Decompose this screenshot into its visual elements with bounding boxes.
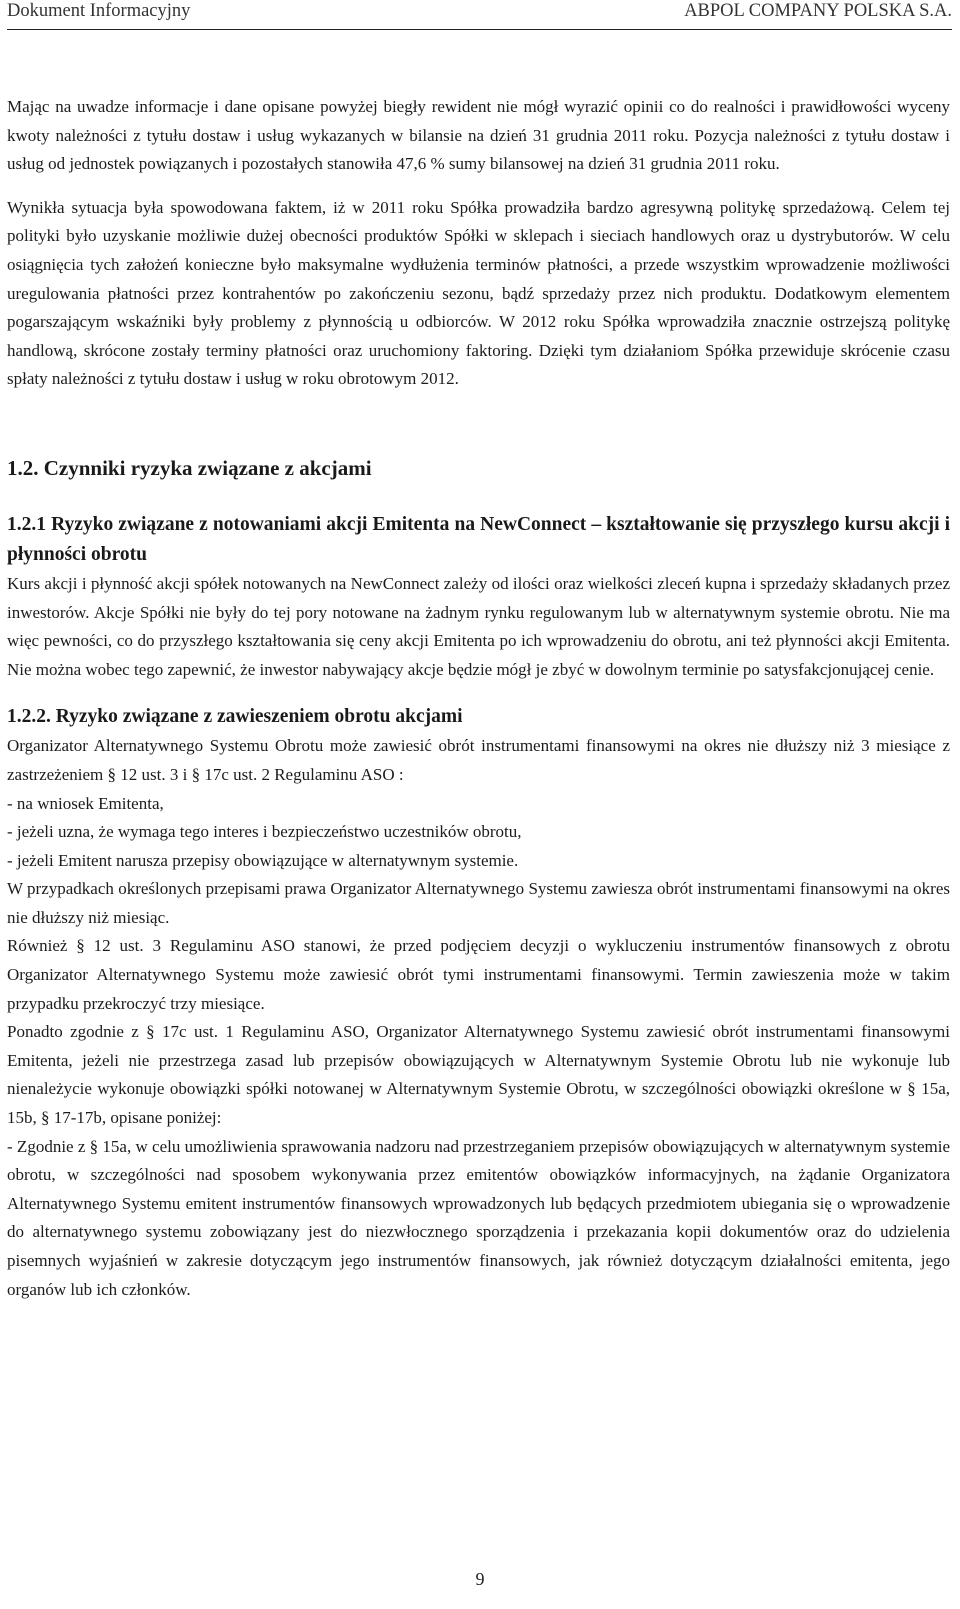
header-document-title: Dokument Informacyjny <box>7 1 191 21</box>
page-number: 9 <box>475 1569 485 1589</box>
header-company-name: ABPOL COMPANY POLSKA S.A. <box>684 1 952 21</box>
paragraph-sales-policy: Wynikła sytuacja była spowodowana faktem, iż w 2011 roku Spółka prowadziła bardzo agresywną politykę sprzedażową. Celem tej polityki było uzyskanie możliwie dużej obecności produktów Spółki w sklepach i sieciach handlowych oraz u dystrybutorów. W celu osiągnięcia tych założeń konieczne było maksymalne wydłużenia terminów płatności, a przede wszystkim wprowadzenie możliwości uregulowania płatności przez kontrahentów po zakończeniu sezonu, bądź sprzedaży przez nich produktu. Dodatkowym elementem pogarszającym wskaźniki były problemy z płynnością u odbiorców. W 2012 roku Spółka wprowadziła znacznie ostrzejszą politykę handlową, skrócone zostały terminy płatności oraz uruchomiony faktoring. Dzięki tym działaniom Spółka przewiduje skrócenie czasu spłaty należności z tytułu dostaw i usług w roku obrotowym 2012. <box>7 197 950 389</box>
paragraph-opinion: Mając na uwadze informacje i dane opisane powyżej biegły rewident nie mógł wyrazić opinii co do realności i prawidłowości wyceny kwoty należności z tytułu dostaw i usług wykazanych w bilansie na dzień 31 grudnia 2011 roku. Pozycja należności z tytułu dostaw i usług od jednostek powiązanych i pozostałych stanowiła 47,6 % sumy bilansowej na dzień 31 grudnia 2011 roku. <box>7 97 950 174</box>
paragraph-quotation-risk: Kurs akcji i płynność akcji spółek notowanych na NewConnect zależy od ilości oraz wielkości zleceń kupna i sprzedaży składanych przez inwestorów. Akcje Spółki nie były do tej pory notowane na żadnym rynku regulowanym lub w alternatywnym systemie obrotu. Nie ma więc pewności, co do przyszłego kształtowania się ceny akcji Emitenta po ich wprowadzeniu do obrotu, ani też płynności akcji Emitenta. Nie można wobec tego zapewnić, że inwestor nabywający akcje będzie mógł je zbyć w dowolnym terminie po satysfakcjonującej cenie. <box>7 573 950 679</box>
page-header <box>7 0 952 30</box>
subsection-heading-quotation-risk: 1.2.1 Ryzyko związane z notowaniami akcji Emitenta na NewConnect – kształtowanie się przyszłego kursu akcji i płynności obrotu <box>7 513 950 565</box>
paragraph-regulation-15a: - Zgodnie z § 15a, w celu umożliwienia sprawowania nadzoru nad przestrzeganiem przepisów obowiązujących w alternatywnym systemie obrotu, w szczególności nad sposobem wykonywania przez emitentów obowiązków informacyjnych, na żądanie Organizatora Alternatywnego Systemu emitent instrumentów finansowych wprowadzonych lub będących przedmiotem ubiegania się o wprowadzenie do alternatywnego systemu zobowiązany jest do niezwłocznego sporządzenia i przekazania kopii dokumentów oraz do udzielenia pisemnych wyjaśnień w zakresie dotyczącym jego instrumentów finansowych, jak również dotyczącym działalności emitenta, jego organów lub ich członków. <box>7 1136 950 1299</box>
list-item-suspension-reason: - na wniosek Emitenta, <box>7 793 164 813</box>
paragraph-regulation-17c: Ponadto zgodnie z § 17c ust. 1 Regulaminu ASO, Organizator Alternatywnego Systemu zawiesić obrót instrumentami finansowymi Emitenta, jeżeli nie przestrzega zasad lub przepisów obowiązujących w Alternatywnym Systemie Obrotu lub nie wykonuje lub nienależycie wykonuje obowiązki spółki notowanej w Alternatywnym Systemie Obrotu, w szczególności obowiązki określone w § 15a, 15b, § 17-17b, opisane poniżej: <box>7 1022 950 1128</box>
paragraph-suspension-intro: Organizator Alternatywnego Systemu Obrotu może zawiesić obrót instrumentami finansowymi na okres nie dłuższy niż 3 miesiące z zastrzeżeniem § 12 ust. 3 i § 17c ust. 2 Regulaminu ASO : <box>7 736 950 784</box>
subsection-heading-suspension-risk: 1.2.2. Ryzyko związane z zawieszeniem obrotu akcjami <box>7 706 463 728</box>
list-item-suspension-reason: - jeżeli Emitent narusza przepisy obowiązujące w alternatywnym systemie. <box>7 850 519 870</box>
section-heading: 1.2. Czynniki ryzyka związane z akcjami <box>7 455 372 480</box>
paragraph-exclusion-suspension: Również § 12 ust. 3 Regulaminu ASO stanowi, że przed podjęciem decyzji o wykluczeniu instrumentów finansowych z obrotu Organizator Alternatywnego Systemu może zawiesić obrót tymi instrumentami finansowymi. Termin zawieszenia może w takim przypadku przekroczyć trzy miesiące. <box>7 936 950 1013</box>
paragraph-legal-suspension: W przypadkach określonych przepisami prawa Organizator Alternatywnego Systemu zawiesza obrót instrumentami finansowymi na okres nie dłuższy niż miesiąc. <box>7 879 950 927</box>
document-body <box>7 93 950 1304</box>
list-item-suspension-reason: - jeżeli uzna, że wymaga tego interes i bezpieczeństwo uczestników obrotu, <box>7 822 522 842</box>
